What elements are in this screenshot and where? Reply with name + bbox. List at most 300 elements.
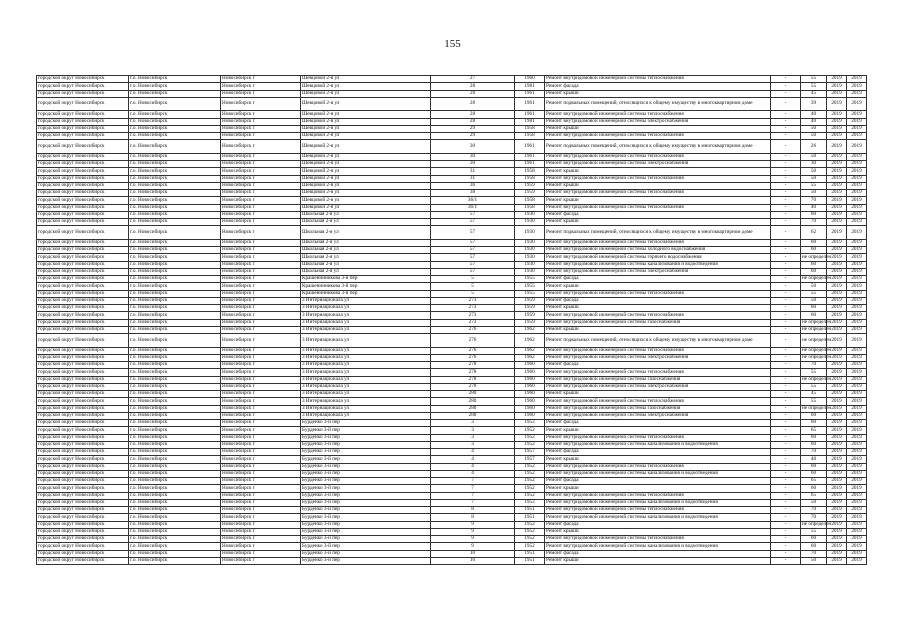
municipal-district-cell: городской округ Новосибирск [37,161,129,168]
municipality-cell: г.о. Новосибирск [129,376,221,383]
work-type-cell: Ремонт фасада [545,478,771,485]
cost-value-cell: 45 [801,391,827,398]
table-row [37,276,867,283]
cost-value-cell: 62 [801,226,827,240]
street-cell: Шевцовой 2-я ул [301,125,431,132]
settlement-cell: Новосибирск г [221,369,301,376]
work-type-cell: Ремонт внутридомовой инженерной системы канализования и водоотведения [545,514,771,521]
settlement-cell: Новосибирск г [221,521,301,528]
street-cell: Крашенинникова 3-й пер [301,290,431,297]
municipality-cell: г.о. Новосибирск [129,83,221,90]
municipality-cell: г.о. Новосибирск [129,276,221,283]
cost-value-cell: 65 [801,492,827,499]
plan-year-start-cell: 2019 [827,254,847,261]
settlement-cell: Новосибирск г [221,239,301,246]
plan-year-end-cell: 2019 [847,478,867,485]
build-year-cell: 1958 [515,133,545,140]
street-cell: Школьная 2-я ул [301,226,431,240]
house-number-cell: 9 [431,536,515,543]
plan-year-end-cell: 2019 [847,376,867,383]
plan-year-start-cell: 2019 [827,305,847,312]
plan-year-start-cell: 2019 [827,463,847,470]
house-number-cell: 31 [431,168,515,175]
municipal-district-cell: городской округ Новосибирск [37,97,129,111]
build-year-cell: 1958 [515,125,545,132]
street-cell: Шевцовой 2-я ул [301,182,431,189]
dash-cell-cell: - [771,478,801,485]
street-cell: Бурденко 3-й пер [301,507,431,514]
settlement-cell: Новосибирск г [221,312,301,319]
plan-year-start-cell: 2019 [827,268,847,275]
table-row [37,326,867,333]
work-type-cell: Ремонт внутридомовой инженерной системы теплоснабжения [545,507,771,514]
settlement-cell: Новосибирск г [221,543,301,550]
municipality-cell: г.о. Новосибирск [129,97,221,111]
dash-cell-cell: - [771,97,801,111]
house-number-cell: 10 [431,550,515,557]
municipality-cell: г.о. Новосибирск [129,211,221,218]
house-number-cell: 30 [431,161,515,168]
street-cell: Шевцовой 2-я ул [301,90,431,97]
street-cell: Шевцовой 2-я ул [301,197,431,204]
build-year-cell: 1961 [515,140,545,154]
dash-cell-cell: - [771,362,801,369]
street-cell: Бурденко 3-й пер [301,550,431,557]
work-type-cell: Ремонт внутридомовой инженерной системы электроснабжения [545,161,771,168]
table-row [37,283,867,290]
table-row [37,133,867,140]
cost-value-cell: не определен [802,275,832,282]
municipal-district-cell: городской округ Новосибирск [37,140,129,154]
cost-value-cell: 60 [801,312,827,319]
settlement-cell: Новосибирск г [221,412,301,419]
table-row [37,90,867,97]
build-year-cell: 1958 [515,175,545,182]
table-body [37,76,867,565]
dash-cell-cell: - [771,319,801,326]
table-row [37,334,867,348]
municipal-district-cell: городской округ Новосибирск [37,182,129,189]
plan-year-start-cell: 2019 [827,125,847,132]
municipal-district-cell: городской округ Новосибирск [37,528,129,535]
dash-cell-cell: - [771,507,801,514]
municipality-cell: г.о. Новосибирск [129,312,221,319]
table-row [37,398,867,405]
plan-year-start-cell: 2019 [827,197,847,204]
plan-year-end-cell: 2019 [847,441,867,448]
municipal-district-cell: городской округ Новосибирск [37,83,129,90]
municipal-district-cell: городской округ Новосибирск [37,405,129,412]
municipal-district-cell: городской округ Новосибирск [37,90,129,97]
municipal-district-cell: городской округ Новосибирск [37,492,129,499]
street-cell: Бурденко 3-й пер [301,536,431,543]
cost-value-cell: 60 [801,485,827,492]
plan-year-start-cell: 2019 [827,297,847,304]
work-type-cell: Ремонт фасада [545,297,771,304]
work-type-cell: Ремонт крыши [545,557,771,564]
work-type-cell: Ремонт внутридомовой инженерной системы электроснабжения [545,383,771,390]
build-year-cell: 1951 [515,507,545,514]
plan-year-start-cell: 2019 [827,478,847,485]
dash-cell-cell: - [771,391,801,398]
house-number-cell: 57 [431,254,515,261]
build-year-cell: 1957 [515,449,545,456]
build-year-cell: 1952 [515,434,545,441]
plan-year-end-cell: 2019 [847,550,867,557]
settlement-cell: Новосибирск г [221,376,301,383]
plan-year-start-cell: 2019 [827,398,847,405]
plan-year-end-cell: 2019 [847,485,867,492]
table-row [37,362,867,369]
municipality-cell: г.о. Новосибирск [129,434,221,441]
settlement-cell: Новосибирск г [221,111,301,118]
dash-cell-cell: - [771,528,801,535]
house-number-cell: 273 [431,305,515,312]
build-year-cell: 1961 [515,153,545,160]
build-year-cell: 1952 [515,492,545,499]
municipal-district-cell: городской округ Новосибирск [37,354,129,361]
build-year-cell: 1959 [515,312,545,319]
plan-year-end-cell: 2019 [847,211,867,218]
build-year-cell: 1952 [515,463,545,470]
cost-value-cell: 50 [801,190,827,197]
plan-year-end-cell: 2019 [847,133,867,140]
street-cell: 3 Интернационала ул [301,347,431,354]
plan-year-start-cell: 2019 [827,420,847,427]
house-number-cell: 28 [431,90,515,97]
dash-cell-cell: - [771,347,801,354]
cost-value-cell: 55 [801,398,827,405]
page-number: 155 [444,38,461,50]
plan-year-start-cell: 2019 [827,161,847,168]
street-cell: Бурденко 3-й пер [301,449,431,456]
settlement-cell: Новосибирск г [221,550,301,557]
cost-value-cell: 55 [801,369,827,376]
work-type-cell: Ремонт крыши [545,326,771,333]
street-cell: 3 Интернационала ул [301,383,431,390]
municipality-cell: г.о. Новосибирск [129,478,221,485]
plan-year-end-cell: 2019 [847,449,867,456]
plan-year-end-cell: 2019 [847,391,867,398]
municipal-district-cell: городской округ Новосибирск [37,449,129,456]
cost-value-cell: 60 [801,247,827,254]
repair-plan-table [36,75,867,565]
house-number-cell: 57 [431,261,515,268]
street-cell: Бурденко 3-й пер [301,521,431,528]
municipality-cell: г.о. Новосибирск [129,190,221,197]
municipality-cell: г.о. Новосибирск [129,161,221,168]
build-year-cell: 1952 [515,470,545,477]
dash-cell-cell: - [771,182,801,189]
dash-cell-cell: - [771,405,801,412]
municipality-cell: г.о. Новосибирск [129,239,221,246]
municipality-cell: г.о. Новосибирск [129,543,221,550]
table-row [37,111,867,118]
settlement-cell: Новосибирск г [221,456,301,463]
street-cell: 3 Интернационала ул [301,334,431,348]
house-number-cell: 4 [431,449,515,456]
municipal-district-cell: городской округ Новосибирск [37,211,129,218]
plan-year-start-cell: 2019 [827,405,847,412]
build-year-cell: 1961 [515,111,545,118]
plan-year-end-cell: 2019 [847,254,867,261]
municipal-district-cell: городской округ Новосибирск [37,507,129,514]
work-type-cell: Ремонт крыши [545,125,771,132]
plan-year-start-cell: 2019 [827,247,847,254]
dash-cell-cell: - [771,133,801,140]
house-number-cell: 28 [431,111,515,118]
dash-cell-cell: - [771,369,801,376]
work-type-cell: Ремонт крыши [545,427,771,434]
plan-year-end-cell: 2019 [847,362,867,369]
dash-cell-cell: - [771,261,801,268]
cost-value-cell: 60 [801,536,827,543]
municipal-district-cell: городской округ Новосибирск [37,441,129,448]
cost-value-cell: 50 [801,133,827,140]
work-type-cell: Ремонт крыши [545,219,771,226]
settlement-cell: Новосибирск г [221,334,301,348]
street-cell: Бурденко 3-й пер [301,543,431,550]
settlement-cell: Новосибирск г [221,261,301,268]
table-row [37,514,867,521]
dash-cell-cell: - [771,211,801,218]
plan-year-end-cell: 2019 [847,499,867,506]
build-year-cell: 1952 [515,499,545,506]
house-number-cell: 4 [431,470,515,477]
work-type-cell: Ремонт внутридомовой инженерной системы теплоснабжения [545,190,771,197]
municipality-cell: г.о. Новосибирск [129,354,221,361]
cost-value-cell: 40 [801,204,827,211]
build-year-cell: 1930 [515,254,545,261]
cost-value-cell: 60 [801,470,827,477]
cost-value-cell: 70 [801,550,827,557]
plan-year-end-cell: 2019 [847,276,867,283]
settlement-cell: Новосибирск г [221,140,301,154]
build-year-cell: 1951 [515,557,545,564]
street-cell: Шевцовой 2-я ул [301,153,431,160]
house-number-cell: 28 [431,118,515,125]
build-year-cell: 1960 [515,76,545,83]
table-row [37,247,867,254]
municipality-cell: г.о. Новосибирск [129,391,221,398]
dash-cell-cell: - [771,441,801,448]
municipal-district-cell: городской округ Новосибирск [37,290,129,297]
settlement-cell: Новосибирск г [221,175,301,182]
table-row [37,254,867,261]
dash-cell-cell: - [771,153,801,160]
street-cell: Бурденко 3-й пер [301,557,431,564]
municipal-district-cell: городской округ Новосибирск [37,383,129,390]
house-number-cell: 9 [431,521,515,528]
plan-year-start-cell: 2019 [827,507,847,514]
house-number-cell: 5 [431,290,515,297]
municipality-cell: г.о. Новосибирск [129,550,221,557]
municipality-cell: г.о. Новосибирск [129,219,221,226]
table-row [37,76,867,83]
cost-value-cell: 26 [801,140,827,154]
plan-year-end-cell: 2019 [847,204,867,211]
plan-year-end-cell: 2019 [847,76,867,83]
build-year-cell: 1930 [515,219,545,226]
house-number-cell: 273 [431,297,515,304]
plan-year-start-cell: 2019 [827,290,847,297]
table-row [37,391,867,398]
dash-cell-cell: - [771,326,801,333]
plan-year-start-cell: 2019 [827,190,847,197]
dash-cell-cell: - [771,290,801,297]
dash-cell-cell: - [771,90,801,97]
dash-cell-cell: - [771,376,801,383]
work-type-cell: Ремонт крыши [545,485,771,492]
plan-year-end-cell: 2019 [847,543,867,550]
work-type-cell: Ремонт внутридомовой инженерной системы теплоснабжения [545,175,771,182]
house-number-cell: 3 [431,427,515,434]
cost-value-cell: 60 [801,412,827,419]
street-cell: Бурденко 3-й пер [301,463,431,470]
settlement-cell: Новосибирск г [221,319,301,326]
plan-year-end-cell: 2019 [847,168,867,175]
municipal-district-cell: городской округ Новосибирск [37,219,129,226]
build-year-cell: 1960 [515,376,545,383]
municipality-cell: г.о. Новосибирск [129,334,221,348]
house-number-cell: 7 [431,492,515,499]
house-number-cell: 57 [431,219,515,226]
street-cell: Бурденко 3-й пер [301,485,431,492]
settlement-cell: Новосибирск г [221,326,301,333]
cost-value-cell: 60 [801,268,827,275]
cost-value-cell: 50 [801,125,827,132]
municipality-cell: г.о. Новосибирск [129,133,221,140]
build-year-cell: 1959 [515,182,545,189]
table-row [37,456,867,463]
plan-year-end-cell: 2019 [847,175,867,182]
house-number-cell: 30 [431,140,515,154]
house-number-cell: 278 [431,369,515,376]
street-cell: Шевцовой 2-я ул [301,161,431,168]
street-cell: Бурденко 3-й пер [301,492,431,499]
build-year-cell: 1955 [515,276,545,283]
cost-value-cell: 65 [801,478,827,485]
work-type-cell: Ремонт внутридомовой инженерной системы холодного водоснабжения [545,247,771,254]
build-year-cell: 1952 [515,441,545,448]
municipal-district-cell: городской округ Новосибирск [37,153,129,160]
plan-year-end-cell: 2019 [847,182,867,189]
municipal-district-cell: городской округ Новосибирск [37,312,129,319]
house-number-cell: 276 [431,326,515,333]
build-year-cell: 1961 [515,97,545,111]
municipal-district-cell: городской округ Новосибирск [37,369,129,376]
municipal-district-cell: городской округ Новосибирск [37,261,129,268]
house-number-cell: 280 [431,398,515,405]
plan-year-end-cell: 2019 [847,470,867,477]
work-type-cell: Ремонт внутридомовой инженерной системы теплоснабжения [545,536,771,543]
plan-year-end-cell: 2019 [847,118,867,125]
street-cell: Школьная 2-я ул [301,254,431,261]
dash-cell-cell: - [771,354,801,361]
dash-cell-cell: - [771,204,801,211]
settlement-cell: Новосибирск г [221,153,301,160]
dash-cell-cell: - [771,76,801,83]
house-number-cell: 9 [431,528,515,535]
street-cell: 3 Интернационала ул [301,297,431,304]
municipal-district-cell: городской округ Новосибирск [37,557,129,564]
work-type-cell: Ремонт крыши [545,391,771,398]
dash-cell-cell: - [771,268,801,275]
street-cell: Бурденко 3-й пер [301,427,431,434]
cost-value-cell: 55 [801,182,827,189]
plan-year-start-cell: 2019 [827,140,847,154]
municipality-cell: г.о. Новосибирск [129,449,221,456]
work-type-cell: Ремонт внутридомовой инженерной системы горячего водоснабжения [545,254,771,261]
plan-year-start-cell: 2019 [827,239,847,246]
dash-cell-cell: - [771,190,801,197]
street-cell: Школьная 2-я ул [301,261,431,268]
house-number-cell: 8 [431,507,515,514]
house-number-cell: 36 [431,182,515,189]
dash-cell-cell: - [771,485,801,492]
work-type-cell: Ремонт внутридомовой инженерной системы теплоснабжения [545,204,771,211]
street-cell: Шевцовой 2-я ул [301,76,431,83]
plan-year-start-cell: 2019 [827,219,847,226]
street-cell: Бурденко 3-й пер [301,514,431,521]
municipality-cell: г.о. Новосибирск [129,290,221,297]
municipality-cell: г.о. Новосибирск [129,420,221,427]
build-year-cell: 1951 [515,550,545,557]
municipal-district-cell: городской округ Новосибирск [37,347,129,354]
settlement-cell: Новосибирск г [221,391,301,398]
cost-value-cell: 60 [801,441,827,448]
plan-year-end-cell: 2019 [847,197,867,204]
municipal-district-cell: городской округ Новосибирск [37,427,129,434]
cost-value-cell: 50 [801,153,827,160]
municipality-cell: г.о. Новосибирск [129,362,221,369]
table-row [37,305,867,312]
plan-year-end-cell: 2019 [847,521,867,528]
plan-year-end-cell: 2019 [847,161,867,168]
cost-value-cell: 60 [801,305,827,312]
municipality-cell: г.о. Новосибирск [129,168,221,175]
plan-year-start-cell: 2019 [827,550,847,557]
plan-year-end-cell: 2019 [847,261,867,268]
plan-year-end-cell: 2019 [847,297,867,304]
settlement-cell: Новосибирск г [221,83,301,90]
cost-value-cell: 50 [801,499,827,506]
build-year-cell: 1960 [515,383,545,390]
dash-cell-cell: - [771,197,801,204]
cost-value-cell: не определен [802,354,832,361]
settlement-cell: Новосибирск г [221,536,301,543]
plan-year-start-cell: 2019 [827,118,847,125]
settlement-cell: Новосибирск г [221,168,301,175]
plan-year-start-cell: 2019 [827,175,847,182]
cost-value-cell: 70 [801,514,827,521]
cost-value-cell: не определен [802,346,832,353]
work-type-cell: Ремонт внутридомовой инженерной системы канализования и водоотведения [545,499,771,506]
plan-year-start-cell: 2019 [827,536,847,543]
plan-year-start-cell: 2019 [827,456,847,463]
municipality-cell: г.о. Новосибирск [129,427,221,434]
build-year-cell: 1962 [515,326,545,333]
house-number-cell: 10 [431,557,515,564]
plan-year-start-cell: 2019 [827,528,847,535]
street-cell: Школьная 2-я ул [301,219,431,226]
build-year-cell: 1930 [515,247,545,254]
work-type-cell: Ремонт фасада [545,83,771,90]
build-year-cell: 1958 [515,204,545,211]
house-number-cell: 30 [431,153,515,160]
municipal-district-cell: городской округ Новосибирск [37,305,129,312]
house-number-cell: 5 [431,276,515,283]
